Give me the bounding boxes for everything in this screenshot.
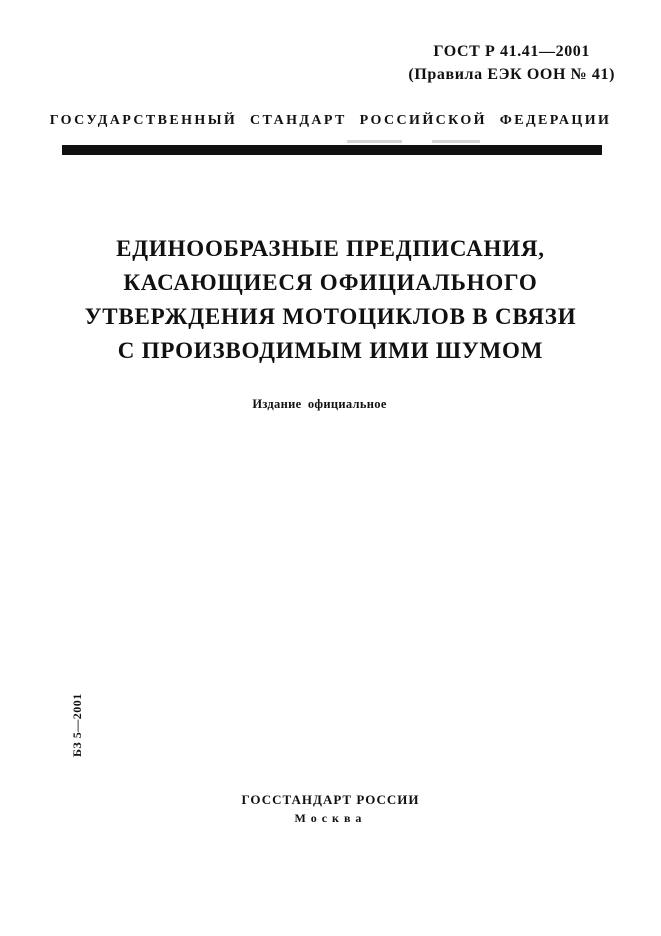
- title-line: ЕДИНООБРАЗНЫЕ ПРЕДПИСАНИЯ,: [116, 236, 545, 262]
- side-code: БЗ 5—2001: [70, 693, 84, 757]
- scan-artifact: [432, 140, 480, 143]
- doc-regulation: (Правила ЕЭК ООН № 41): [408, 66, 615, 83]
- publisher-block: [0, 791, 661, 826]
- doc-header: [408, 40, 615, 86]
- document-title: [30, 232, 631, 368]
- title-line: КАСАЮЩИЕСЯ ОФИЦИАЛЬНОГО: [123, 270, 538, 296]
- divider-bar: [62, 145, 602, 155]
- standard-type-heading: ГОСУДАРСТВЕННЫЙ СТАНДАРТ РОССИЙСКОЙ ФЕДЕРАЦИИ: [49, 113, 612, 128]
- edition-note: Издание официальное: [252, 397, 387, 411]
- title-line: С ПРОИЗВОДИМЫМ ИМИ ШУМОМ: [117, 338, 544, 364]
- title-line: УТВЕРЖДЕНИЯ МОТОЦИКЛОВ В СВЯЗИ: [84, 304, 577, 330]
- doc-number: ГОСТ Р 41.41—2001: [433, 43, 591, 60]
- publisher: ГОССТАНДАРТ РОССИИ: [241, 792, 420, 807]
- publisher-city: Москва: [294, 811, 367, 825]
- scan-artifact: [347, 140, 402, 143]
